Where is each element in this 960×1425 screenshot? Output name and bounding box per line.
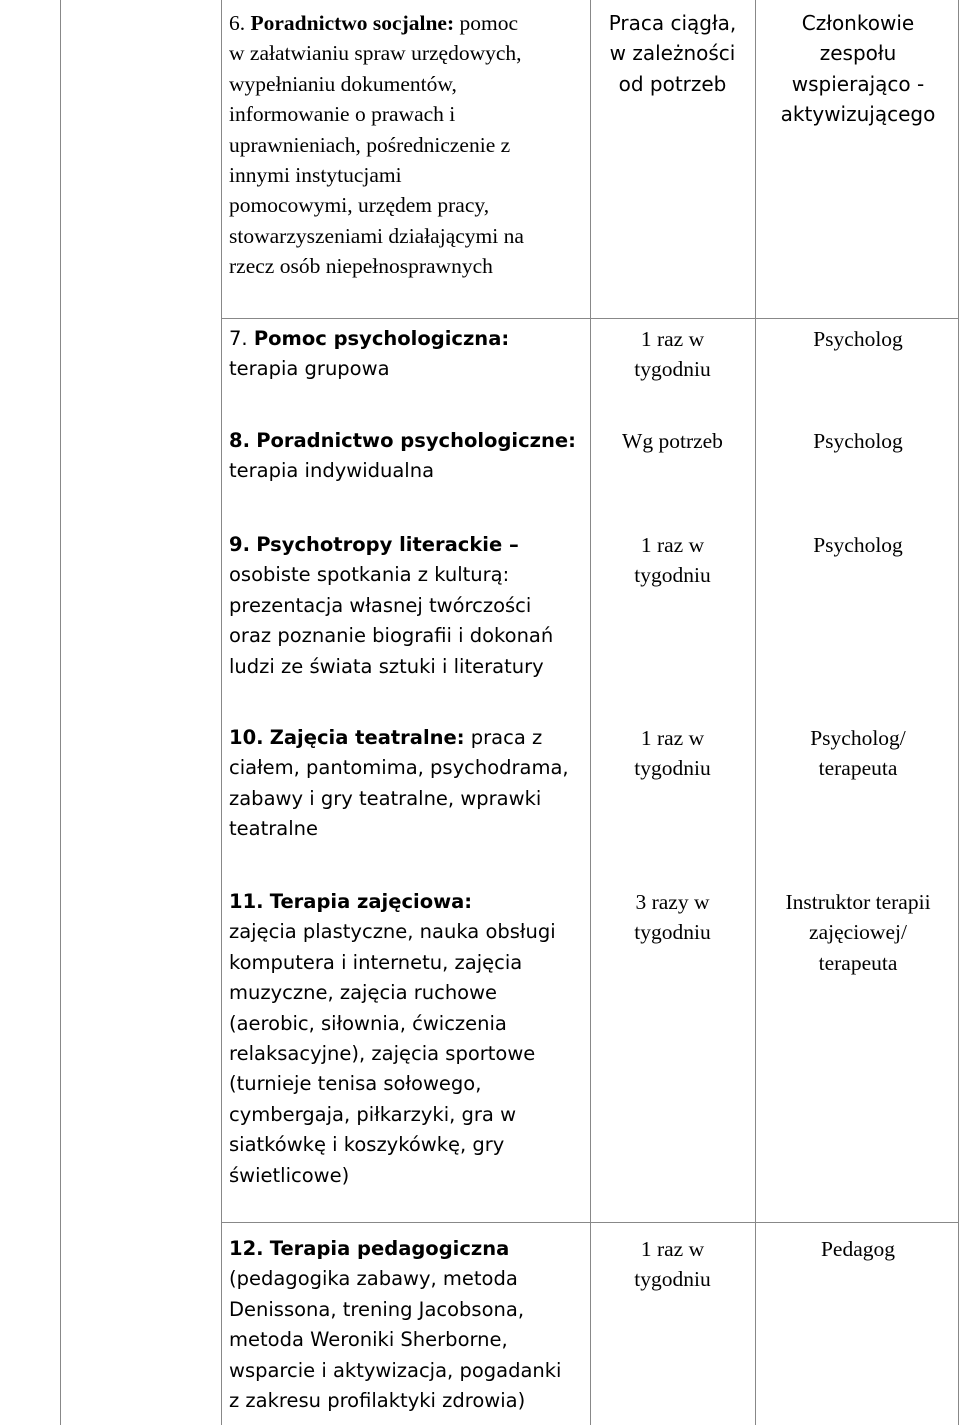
column-divider bbox=[590, 0, 591, 1425]
description-line: terapia grupowa bbox=[229, 357, 390, 381]
description-line: pomoc bbox=[459, 11, 519, 35]
frequency-line: tygodniu bbox=[634, 357, 711, 382]
item-number: 8. bbox=[229, 429, 250, 452]
description-line: (aerobic, siłownia, ćwiczenia bbox=[229, 1011, 507, 1035]
staff-line: Instruktor terapii bbox=[785, 890, 931, 914]
frequency-line: w zależności bbox=[609, 41, 736, 66]
description-line: (pedagogika zabawy, metoda bbox=[229, 1267, 518, 1291]
frequency-line: 1 raz w bbox=[640, 1237, 705, 1261]
row-divider bbox=[221, 318, 959, 319]
item-number: 6. bbox=[229, 11, 246, 35]
description-line: teatralne bbox=[229, 817, 318, 841]
description-cell bbox=[229, 723, 589, 845]
frequency-cell bbox=[594, 887, 751, 948]
staff-cell bbox=[758, 8, 958, 130]
row-divider bbox=[221, 1222, 959, 1223]
frequency-cell bbox=[594, 530, 751, 591]
description-line: metoda Weroniki Sherborne, bbox=[229, 1328, 508, 1352]
item-number: 7. bbox=[229, 327, 248, 350]
item-title: Terapia pedagogiczna bbox=[269, 1237, 510, 1260]
description-cell bbox=[229, 8, 589, 282]
item-number: 12. bbox=[229, 1237, 264, 1260]
description-line: siatkówkę i koszykówkę, gry bbox=[229, 1133, 505, 1157]
description-cell bbox=[229, 887, 589, 1191]
description-line: zabawy i gry teatralne, wprawki bbox=[229, 786, 542, 810]
staff-line: Psycholog/ bbox=[810, 726, 906, 750]
frequency-cell bbox=[594, 1234, 751, 1295]
item-title: Pomoc psychologiczna: bbox=[253, 327, 510, 350]
description-cell bbox=[229, 324, 589, 385]
description-line: komputera i internetu, zajęcia bbox=[229, 950, 523, 974]
frequency-line: 1 raz w bbox=[640, 327, 705, 351]
frequency-line: 1 raz w bbox=[640, 533, 705, 557]
staff-line: wspierająco - bbox=[791, 71, 925, 96]
frequency-cell bbox=[594, 8, 751, 99]
frequency-line: Praca ciągła, bbox=[608, 11, 737, 35]
table-border-right bbox=[958, 0, 959, 1425]
description-line: zajęcia plastyczne, nauka obsługi bbox=[229, 920, 556, 944]
item-title: Terapia zajęciowa: bbox=[269, 890, 473, 913]
item-title: Poradnictwo socjalne: bbox=[250, 11, 455, 35]
staff-cell bbox=[758, 530, 958, 560]
description-line: stowarzyszeniami działającymi na bbox=[229, 223, 524, 248]
description-line: terapia indywidualna bbox=[229, 459, 435, 483]
staff-cell bbox=[758, 1234, 958, 1264]
staff-line: Psycholog bbox=[813, 429, 903, 453]
item-number: 10. bbox=[229, 726, 264, 749]
staff-cell bbox=[758, 723, 958, 784]
description-line: uprawnieniach, pośredniczenie z bbox=[229, 132, 511, 157]
item-title: Zajęcia teatralne: bbox=[269, 726, 465, 749]
frequency-line: 3 razy w bbox=[635, 890, 710, 914]
column-divider bbox=[755, 0, 756, 1425]
staff-line: terapeuta bbox=[818, 756, 898, 781]
frequency-line: Wg potrzeb bbox=[622, 429, 723, 453]
staff-line: zespołu bbox=[819, 41, 897, 66]
staff-line: Pedagog bbox=[820, 1237, 896, 1261]
frequency-line: tygodniu bbox=[634, 563, 711, 588]
description-cell bbox=[229, 426, 589, 487]
frequency-line: od potrzeb bbox=[618, 71, 727, 96]
staff-line: Członkowie bbox=[801, 11, 915, 35]
frequency-cell bbox=[594, 426, 751, 456]
frequency-line: 1 raz w bbox=[640, 726, 705, 750]
staff-line: zajęciowej/ bbox=[809, 920, 907, 945]
staff-cell bbox=[758, 324, 958, 354]
description-line: ciałem, pantomima, psychodrama, bbox=[229, 756, 569, 780]
frequency-line: tygodniu bbox=[634, 756, 711, 781]
staff-line: terapeuta bbox=[818, 950, 898, 975]
staff-line: Psycholog bbox=[813, 533, 903, 557]
description-line: muzyczne, zajęcia ruchowe bbox=[229, 981, 498, 1005]
table-border-left bbox=[60, 0, 61, 1425]
description-line: ludzi ze świata sztuki i literatury bbox=[229, 654, 544, 678]
description-line: wypełnianiu dokumentów, bbox=[229, 71, 457, 96]
description-line: praca z bbox=[470, 726, 543, 749]
frequency-cell bbox=[594, 324, 751, 385]
description-line: pomocowymi, urzędem pracy, bbox=[229, 193, 490, 218]
description-line: innymi instytucjami bbox=[229, 163, 402, 188]
description-line: z zakresu profilaktyki zdrowia) bbox=[229, 1389, 526, 1413]
column-divider bbox=[221, 0, 222, 1425]
description-line: oraz poznanie biografii i dokonań bbox=[229, 624, 554, 648]
item-number: 11. bbox=[229, 890, 264, 913]
item-title: Psychotropy literackie – bbox=[256, 533, 519, 556]
description-line: prezentacja własnej twórczości bbox=[229, 593, 532, 617]
item-title: Poradnictwo psychologiczne: bbox=[256, 429, 576, 452]
frequency-line: tygodniu bbox=[634, 1267, 711, 1292]
description-line: osobiste spotkania z kulturą: bbox=[229, 563, 510, 587]
item-number: 9. bbox=[229, 533, 250, 556]
staff-line: aktywizującego bbox=[780, 102, 936, 127]
frequency-cell bbox=[594, 723, 751, 784]
staff-cell bbox=[758, 426, 958, 456]
description-line: relaksacyjne), zajęcia sportowe bbox=[229, 1042, 536, 1066]
description-line: (turnieje tenisa sołowego, bbox=[229, 1072, 482, 1096]
description-cell bbox=[229, 1234, 589, 1416]
description-line: Denissona, trening Jacobsona, bbox=[229, 1297, 525, 1321]
staff-cell bbox=[758, 887, 958, 978]
description-line: wsparcie i aktywizacja, pogadanki bbox=[229, 1358, 562, 1382]
description-cell bbox=[229, 530, 589, 682]
description-line: informowanie o prawach i bbox=[229, 102, 456, 127]
description-line: rzecz osób niepełnosprawnych bbox=[229, 254, 493, 279]
frequency-line: tygodniu bbox=[634, 920, 711, 945]
description-line: w załatwianiu spraw urzędowych, bbox=[229, 41, 522, 66]
description-line: cymbergaja, piłkarzyki, gra w bbox=[229, 1102, 517, 1126]
staff-line: Psycholog bbox=[813, 327, 903, 351]
description-line: świetlicowe) bbox=[229, 1163, 350, 1187]
